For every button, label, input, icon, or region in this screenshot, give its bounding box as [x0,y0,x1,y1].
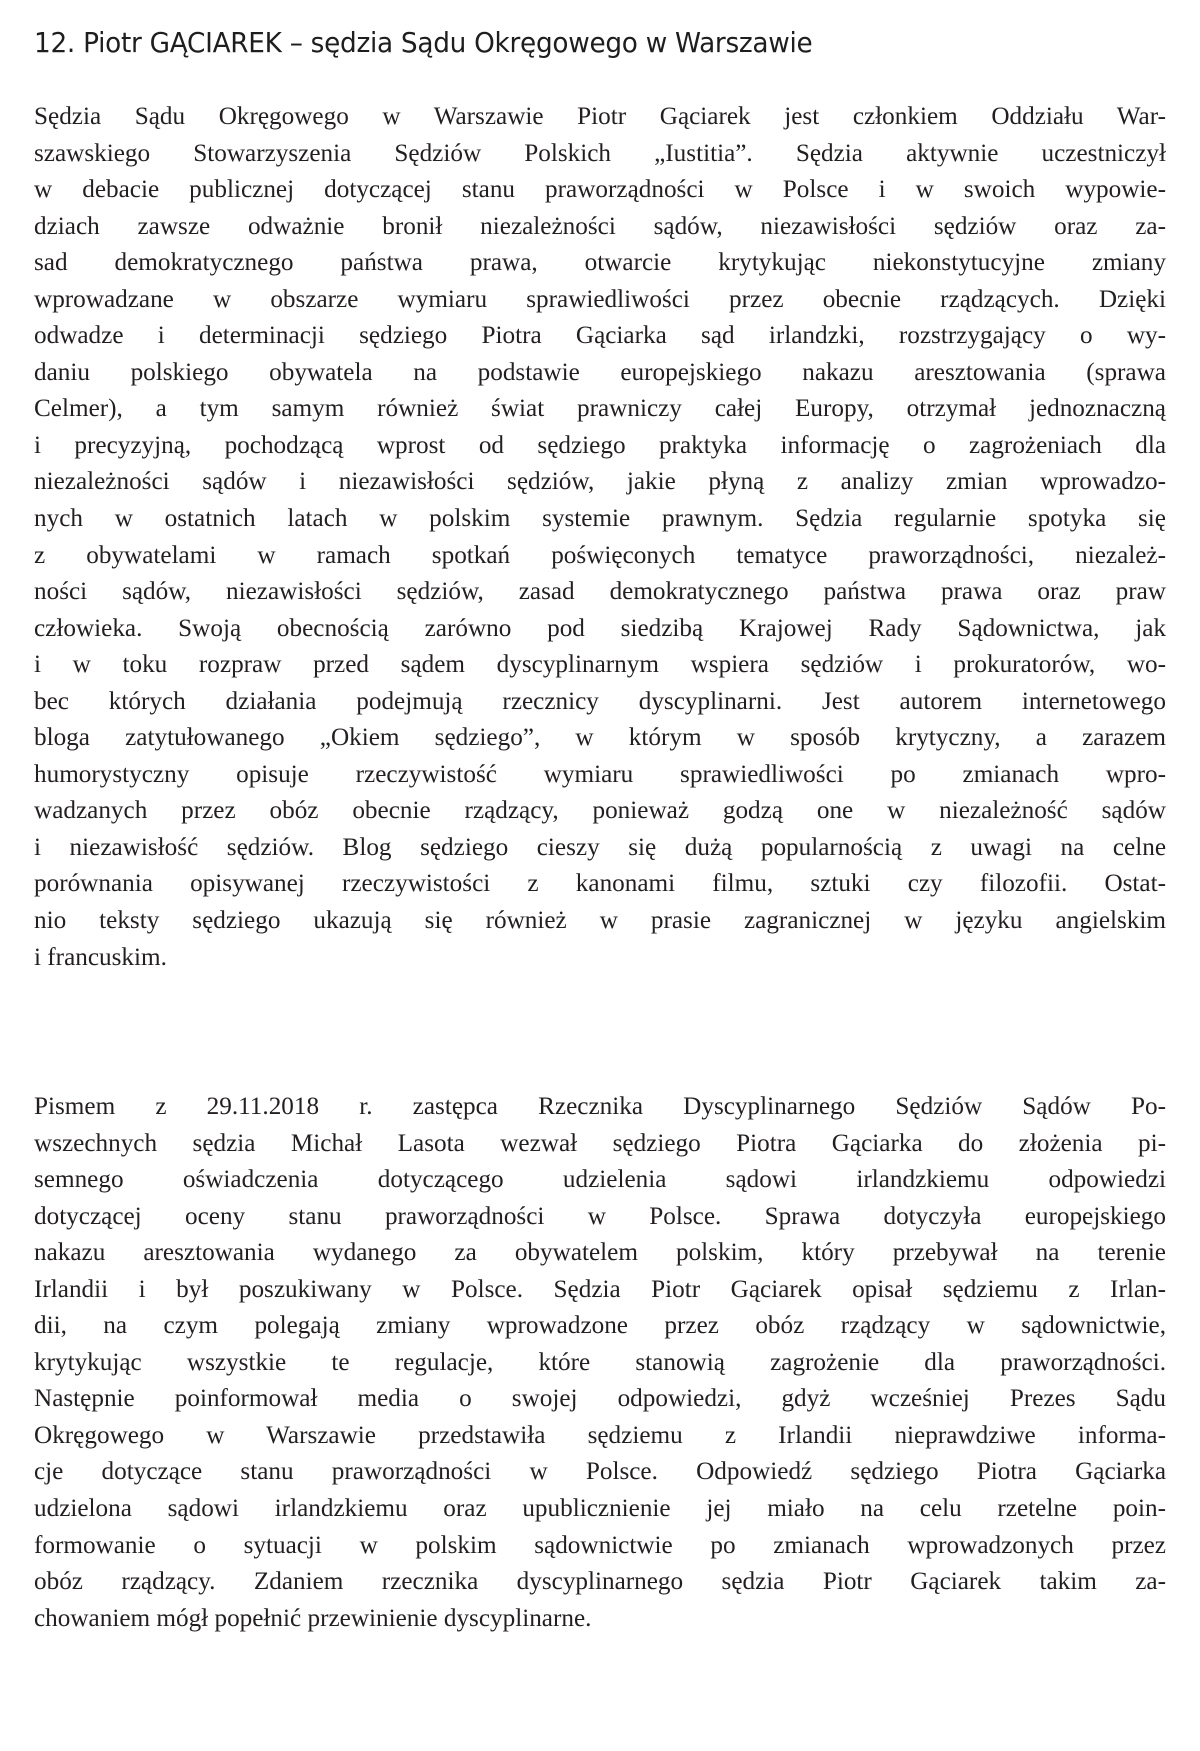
text-line: humorystyczny opisuje rzeczywistość wymiaru sprawiedliwości po zmianach wpro- [34,760,1166,788]
text-line: wadzanych przez obóz obecnie rządzący, ponieważ godzą one w niezależność sądów [34,797,1166,825]
paragraph-disciplinary-case [34,1089,1166,1637]
text-line: szawskiego Stowarzyszenia Sędziów Polskich „Iustitia”. Sędzia aktywnie uczestniczył [34,139,1166,167]
text-line: dziach zawsze odważnie bronił niezależności sądów, niezawisłości sędziów oraz za- [34,212,1166,240]
text-line: daniu polskiego obywatela na podstawie europejskiego nakazu aresztowania (sprawa [34,358,1166,386]
paragraph-biography [34,99,1166,976]
text-line: i w toku rozpraw przed sądem dyscyplinarnym wspiera sędziów i prokuratorów, wo- [34,651,1166,679]
text-line: z obywatelami w ramach spotkań poświęconych tematyce praworządności, niezależ- [34,541,1166,569]
text-line: Następnie poinformował media o swojej odpowiedzi, gdyż wcześniej Prezes Sądu [34,1385,1166,1413]
text-line: dotyczącej oceny stanu praworządności w Polsce. Sprawa dotyczyła europejskiego [34,1202,1166,1230]
text-line: nio teksty sędziego ukazują się również w prasie zagranicznej w języku angielskim [34,907,1166,935]
text-line: Sędzia Sądu Okręgowego w Warszawie Piotr Gąciarek jest członkiem Oddziału War- [34,103,1166,130]
text-line: krytykując wszystkie te regulacje, które stanowią zagrożenie dla praworządności. [34,1348,1166,1376]
text-line: Pismem z 29.11.2018 r. zastępca Rzecznika Dyscyplinarnego Sędziów Sądów Po- [34,1093,1166,1120]
text-line: sad demokratycznego państwa prawa, otwarcie krytykując niekonstytucyjne zmiany [34,249,1166,277]
text-line: bec których działania podejmują rzecznicy dyscyplinarni. Jest autorem internetowego [34,687,1166,715]
text-line: i niezawisłość sędziów. Blog sędziego cieszy się dużą popularnością z uwagi na celne [34,833,1166,861]
text-line: i precyzyjną, pochodzącą wprost od sędziego praktyka informację o zagrożeniach dla [34,431,1166,459]
text-line: nych w ostatnich latach w polskim systemie prawnym. Sędzia regularnie spotyka się [34,505,1166,533]
text-line: niezależności sądów i niezawisłości sędziów, jakie płyną z analizy zmian wprowadzo- [34,468,1166,496]
text-line: formowanie o sytuacji w polskim sądownictwie po zmianach wprowadzonych przez [34,1531,1166,1559]
text-line: nakazu aresztowania wydanego za obywatelem polskim, który przebywał na terenie [34,1239,1166,1267]
text-line: udzielona sądowi irlandzkiemu oraz upublicznienie jej miało na celu rzetelne poin- [34,1495,1166,1523]
text-line: wszechnych sędzia Michał Lasota wezwał sędziego Piotra Gąciarka do złożenia pi- [34,1129,1166,1157]
text-line: wprowadzane w obszarze wymiaru sprawiedliwości przez obecnie rządzących. Dzięki [34,285,1166,313]
text-line: dii, na czym polegają zmiany wprowadzone przez obóz rządzący w sądownictwie, [34,1312,1166,1340]
text-line: porównania opisywanej rzeczywistości z kanonami filmu, sztuki czy filozofii. Ostat- [34,870,1166,898]
text-line: Okręgowego w Warszawie przedstawiła sędziemu z Irlandii nieprawdziwe informa- [34,1421,1166,1449]
text-line: Celmer), a tym samym również świat prawniczy całej Europy, otrzymał jednoznaczną [34,395,1166,423]
text-line: ności sądów, niezawisłości sędziów, zasad demokratycznego państwa prawa oraz praw [34,578,1166,606]
text-line: chowaniem mógł popełnić przewinienie dyscyplinarne. [34,1604,592,1632]
text-line: obóz rządzący. Zdaniem rzecznika dyscyplinarnego sędzia Piotr Gąciarek takim za- [34,1568,1166,1596]
text-line: semnego oświadczenia dotyczącego udzielenia sądowi irlandzkiemu odpowiedzi [34,1166,1166,1194]
text-line: odwadze i determinacji sędziego Piotra Gąciarka sąd irlandzki, rozstrzygający o wy- [34,322,1166,350]
text-line: cje dotyczące stanu praworządności w Polsce. Odpowiedź sędziego Piotra Gąciarka [34,1458,1166,1486]
section-heading: 12. Piotr GĄCIAREK – sędzia Sądu Okręgowego w Warszawie [34,26,813,59]
text-line: w debacie publicznej dotyczącej stanu praworządności w Polsce i w swoich wypowie- [34,176,1166,204]
text-line: bloga zatytułowanego „Okiem sędziego”, w którym w sposób krytyczny, a zarazem [34,724,1166,752]
text-line: Irlandii i był poszukiwany w Polsce. Sędzia Piotr Gąciarek opisał sędziemu z Irlan- [34,1275,1166,1303]
text-line: i francuskim. [34,943,167,971]
text-line: człowieka. Swoją obecnością zarówno pod siedzibą Krajowej Rady Sądownictwa, jak [34,614,1166,642]
